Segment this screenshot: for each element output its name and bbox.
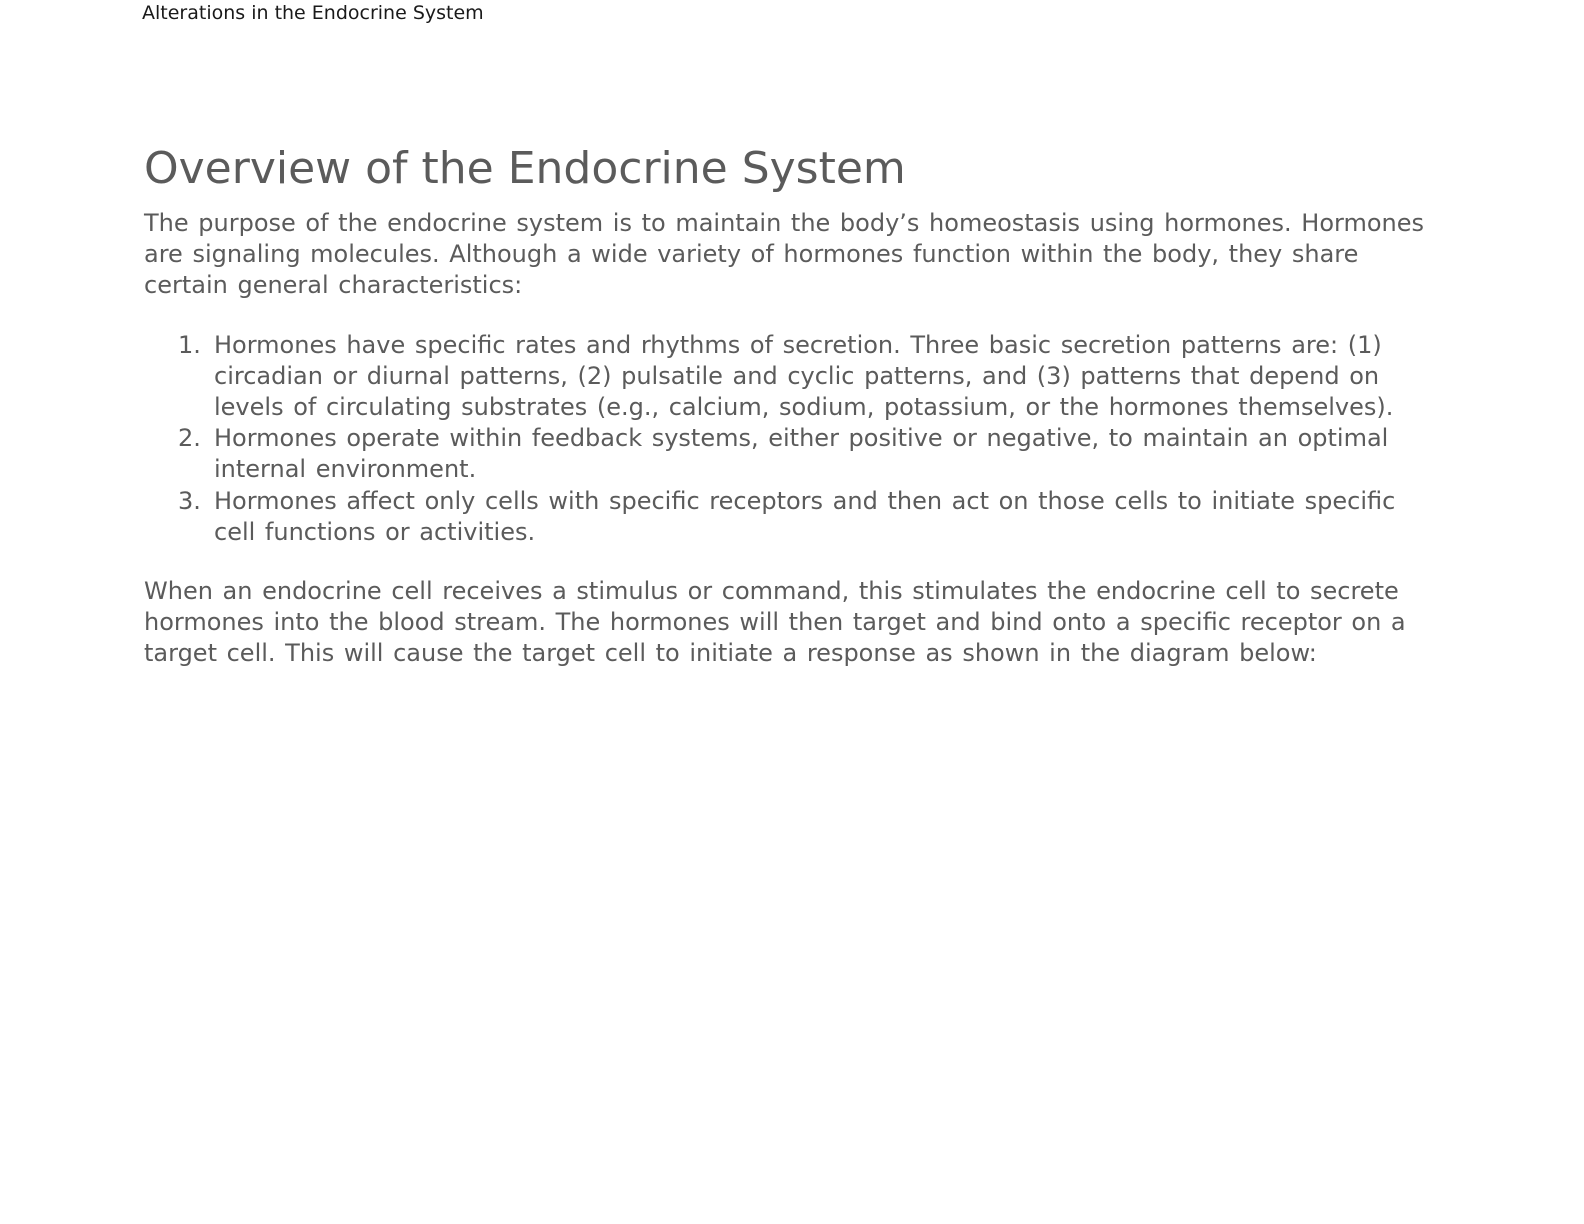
list-item <box>144 330 1434 424</box>
list-item <box>144 423 1434 485</box>
list-item <box>144 486 1434 548</box>
intro-paragraph: The purpose of the endocrine system is to maintain the body’s homeostasis using hormones. Hormones are signaling molecules. Although a wide variety of hormones function within the body, they share certain general characteristics: <box>144 209 1425 300</box>
running-header: Alterations in the Endocrine System <box>142 2 484 24</box>
characteristics-list <box>144 330 1434 548</box>
page-title: Overview of the Endocrine System <box>144 143 906 194</box>
list-item-text: Hormones affect only cells with specific receptors and then act on those cells to initiate specific cell functions or activities. <box>214 486 1396 546</box>
list-item-text: Hormones have specific rates and rhythms of secretion. Three basic secretion patterns are: (1) circadian or diurnal patterns, (2) pulsatile and cyclic patterns, and (3) patterns that depend on levels of circulating substrates (e.g., calcium, sodium, potassium, or the hormones themselves). <box>214 330 1394 422</box>
list-item-text: Hormones operate within feedback systems, either positive or negative, to maintain an optimal internal environment. <box>214 424 1389 484</box>
closing-paragraph: When an endocrine cell receives a stimulus or command, this stimulates the endocrine cell to secrete hormones into the blood stream. The hormones will then target and bind onto a specific receptor on a target cell. This will cause the target cell to initiate a response as shown in the diagram below: <box>144 577 1406 668</box>
list-item-number: 3. <box>178 486 201 515</box>
page-content <box>144 140 1434 670</box>
list-item-number: 1. <box>178 330 201 359</box>
list-item-number: 2. <box>178 424 201 453</box>
